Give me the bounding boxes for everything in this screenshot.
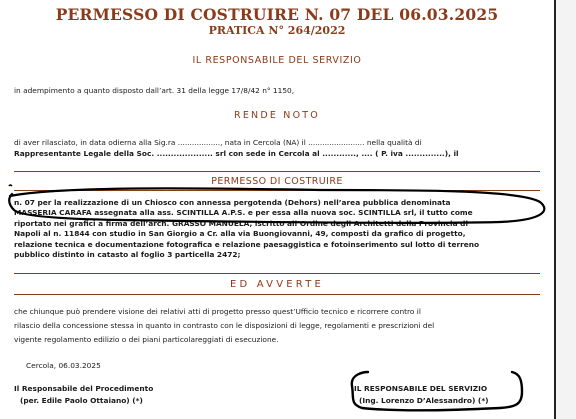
declaration-text: di aver rilasciato, in data odierna alla Sig.ra .................., nata in Cercola (NA) il ........................ nella qualità di bbox=[14, 138, 422, 147]
divider bbox=[14, 190, 540, 191]
divider bbox=[14, 273, 540, 274]
divider bbox=[14, 171, 540, 172]
left-signatory-role: Il Responsabile del Procedimento bbox=[14, 384, 154, 393]
body-line: n. 07 per la realizzazione di un Chiosco con annessa pergotenda (Dehors) nell’area pubblica denominata bbox=[14, 198, 451, 207]
viewer-gutter bbox=[554, 0, 576, 419]
right-signatory-name: (Ing. Lorenzo D’Alessandro) (*) bbox=[359, 396, 489, 405]
declaration-line-1 bbox=[14, 138, 540, 148]
office-heading: IL RESPONSABILE DEL SERVIZIO bbox=[192, 55, 362, 66]
notice-line: rilascio della concessione stessa in quanto in contrasto con le disposizioni di legge, regolamenti e prescrizioni del bbox=[14, 321, 435, 330]
notice-line: che chiunque può prendere visione dei relativi atti di progetto presso quest’Ufficio tecnico e ricorrere contro il bbox=[14, 307, 421, 316]
rende-noto-heading: RENDE NOTO bbox=[234, 110, 320, 121]
notice-line: vigente regolamento edilizio o dei piani particolareggiati di esecuzione. bbox=[14, 335, 279, 344]
body-line: riportato nei grafici a firma dell’arch. GRASSO MANUELA, iscritto all’Ordine degli Architetti della Provincia di bbox=[14, 219, 468, 228]
avverte-heading: ED AVVERTE bbox=[229, 279, 325, 290]
body-line: pubblico distinto in catasto al foglio 3 particella 2472; bbox=[14, 250, 241, 259]
document-title: PERMESSO DI COSTRUIRE N. 07 DEL 06.03.2025 bbox=[55, 5, 499, 24]
permesso-heading: PERMESSO DI COSTRUIRE bbox=[211, 176, 343, 187]
place-date: Cercola, 06.03.2025 bbox=[26, 361, 101, 370]
right-signatory-role: IL RESPONSABILE DEL SERVIZIO bbox=[354, 384, 488, 393]
declaration-line-2: Rappresentante Legale della Soc. .................... srl con sede in Cercola al ............, .... ( P. iva ..............), il bbox=[14, 149, 459, 158]
body-line: MASSERIA CARAFA assegnata alla ass. SCINTILLA A.P.S. e per essa alla nuova soc. SCINTILLA srl, il tutto come bbox=[14, 208, 473, 217]
body-line: relazione tecnica e documentazione fotografica e relazione paesaggistica e fotoinserimento sul lotto di terreno bbox=[14, 240, 480, 249]
intro-text: in adempimento a quanto disposto dall’art. 31 della legge 17/8/42 n° 1150, bbox=[14, 86, 295, 95]
practice-number: PRATICA N° 264/2022 bbox=[208, 24, 346, 37]
left-signatory-name: (per. Edile Paolo Ottaiano) (*) bbox=[20, 396, 143, 405]
body-line: Napoli al n. 11844 con studio in San Giorgio a Cr. alla via Buongiovanni, 49, composti da grafico di progetto, bbox=[14, 229, 466, 238]
divider bbox=[14, 294, 540, 295]
